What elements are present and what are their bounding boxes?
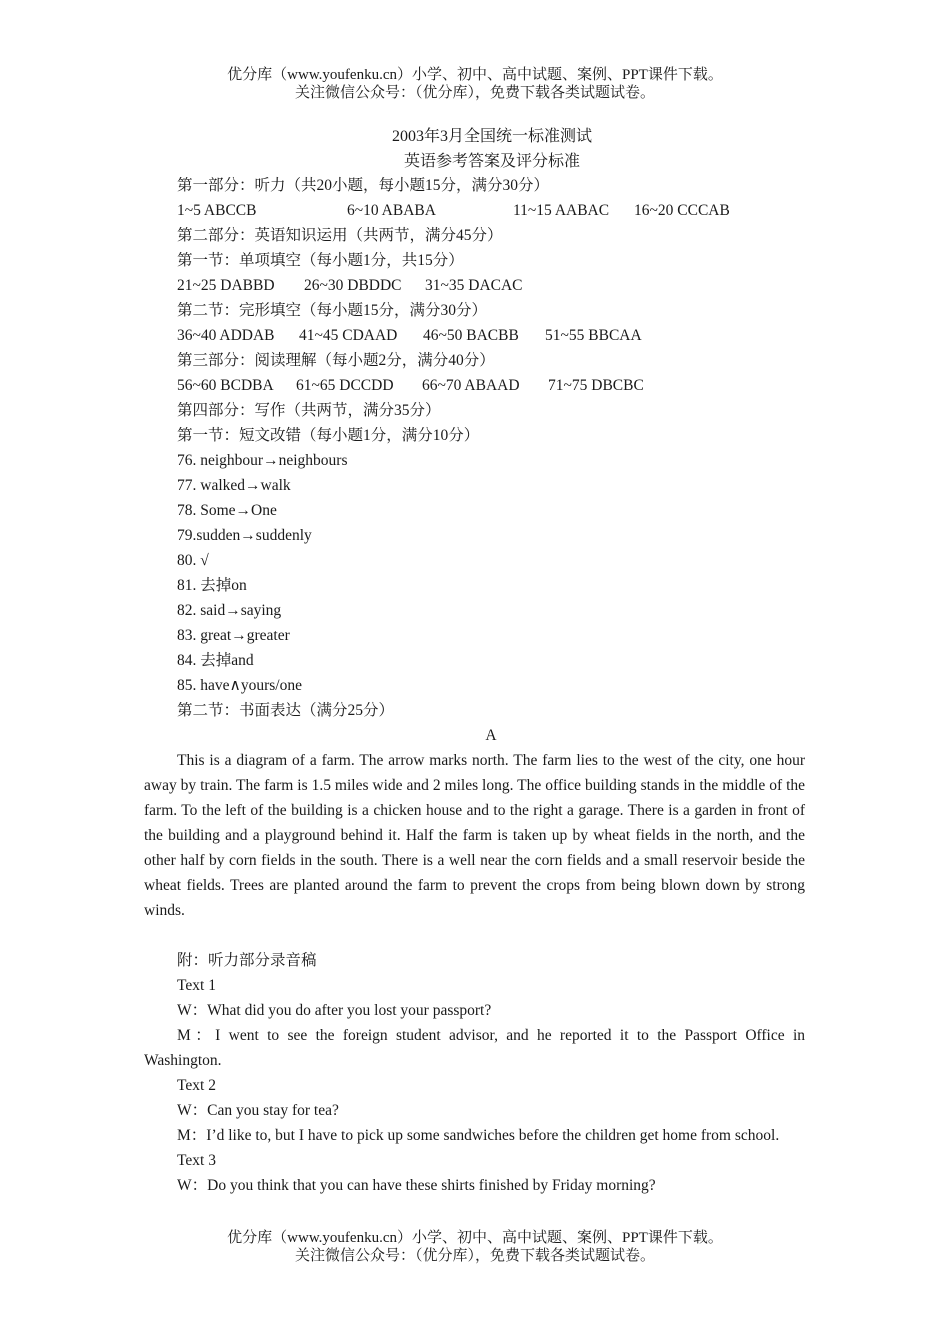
part2-section1-answers — [144, 273, 805, 298]
correction-item: 78. Some→One — [177, 502, 277, 519]
answer-group: 71~75 DBCBC — [548, 377, 644, 394]
text2-label: Text 2 — [177, 1077, 216, 1094]
answer-group: 66~70 ABAAD — [422, 377, 520, 394]
essay-label: A — [485, 727, 497, 744]
text3-label: Text 3 — [177, 1152, 216, 1169]
correction-item: 79.sudden→suddenly — [177, 527, 312, 544]
document-subtitle: 英语参考答案及评分标准 — [403, 153, 580, 170]
answer-group: 51~55 BBCAA — [545, 327, 642, 344]
text2-man-line: M：I’d like to, but I have to pick up some sandwiches before the children get home from school. — [177, 1127, 780, 1144]
part3-heading: 第三部分：阅读理解（每小题2分，满分40分） — [177, 352, 495, 369]
answer-group: 11~15 AABAC — [513, 202, 610, 219]
header-line-1: 优分库（www.youfenku.cn）小学、初中、高中试题、案例、PPT课件下载。 — [227, 67, 723, 83]
text1-man-line: M：I went to see the foreign student advisor, and he reported it to the Passport Office in Washington. — [144, 1027, 805, 1069]
text1-label: Text 1 — [177, 977, 216, 994]
document-title: 2003年3月全国统一标准测试 — [391, 128, 592, 145]
part2-section2-heading: 第二节：完形填空（每小题15分，满分30分） — [177, 302, 488, 319]
part2-section1-heading: 第一节：单项填空（每小题1分，共15分） — [177, 252, 464, 269]
spacer — [144, 923, 805, 948]
page-header — [0, 66, 950, 102]
part2-section2-answers — [144, 323, 805, 348]
answer-group: 56~60 BCDBA — [177, 377, 274, 394]
footer-line-2: 关注微信公众号：（优分库），免费下载各类试题试卷。 — [294, 1248, 655, 1264]
part4-heading: 第四部分：写作（共两节，满分35分） — [177, 402, 441, 419]
sample-essay: This is a diagram of a farm. The arrow marks north. The farm lies to the west of the city, one hour away by train. The farm is 1.5 miles wide and 2 miles long. The office building stands in the middle of the farm. To the left of the building is a chicken house and to the right a garage. There is a garden in front of the building and a playground behind it. Half the farm is taken up by wheat fields in the north, and the other half by corn fields in the south. There is a well near the corn fields and a small reservoir beside the wheat fields. Trees are planted around the farm to prevent the crops from being blown down by strong winds. — [144, 752, 805, 919]
document-body — [144, 173, 805, 1198]
text1-woman-line: W：What did you do after you lost your passport? — [177, 1002, 492, 1019]
answer-group: 6~10 ABABA — [347, 202, 436, 219]
text2-woman-line: W：Can you stay for tea? — [177, 1102, 339, 1119]
correction-item: 85. have∧yours/one — [177, 677, 302, 694]
part1-answers — [144, 198, 805, 223]
correction-item: 76. neighbour→neighbours — [177, 452, 348, 469]
answer-group: 41~45 CDAAD — [299, 327, 398, 344]
part1-heading: 第一部分：听力（共20小题，每小题15分，满分30分） — [177, 177, 550, 194]
answer-group: 46~50 BACBB — [423, 327, 519, 344]
correction-item: 82. said→saying — [177, 602, 282, 619]
answer-group: 36~40 ADDAB — [177, 327, 275, 344]
answer-group: 21~25 DABBD — [177, 277, 275, 294]
correction-item: 84. 去掉and — [177, 652, 254, 669]
text3-woman-line: W：Do you think that you can have these shirts finished by Friday morning? — [177, 1177, 656, 1194]
footer-line-1: 优分库（www.youfenku.cn）小学、初中、高中试题、案例、PPT课件下载。 — [227, 1230, 723, 1246]
correction-item: 83. great→greater — [177, 627, 290, 644]
part4-section2-heading: 第二节：书面表达（满分25分） — [177, 702, 395, 719]
correction-item: 77. walked→walk — [177, 477, 291, 494]
appendix-heading: 附：听力部分录音稿 — [177, 952, 317, 969]
correction-item: 81. 去掉on — [177, 577, 247, 594]
part4-section1-heading: 第一节：短文改错（每小题1分，满分10分） — [177, 427, 480, 444]
header-line-2: 关注微信公众号：（优分库），免费下载各类试题试卷。 — [294, 85, 655, 101]
answer-group: 1~5 ABCCB — [177, 202, 257, 219]
document-titles — [0, 124, 950, 174]
answer-group: 61~65 DCCDD — [296, 377, 394, 394]
page-footer — [0, 1229, 950, 1265]
answer-group: 26~30 DBDDC — [304, 277, 402, 294]
correction-item: 80. √ — [177, 552, 209, 569]
answer-group: 16~20 CCCAB — [634, 202, 730, 219]
part3-answers — [144, 373, 805, 398]
answer-group: 31~35 DACAC — [425, 277, 523, 294]
part2-heading: 第二部分：英语知识运用（共两节，满分45分） — [177, 227, 503, 244]
